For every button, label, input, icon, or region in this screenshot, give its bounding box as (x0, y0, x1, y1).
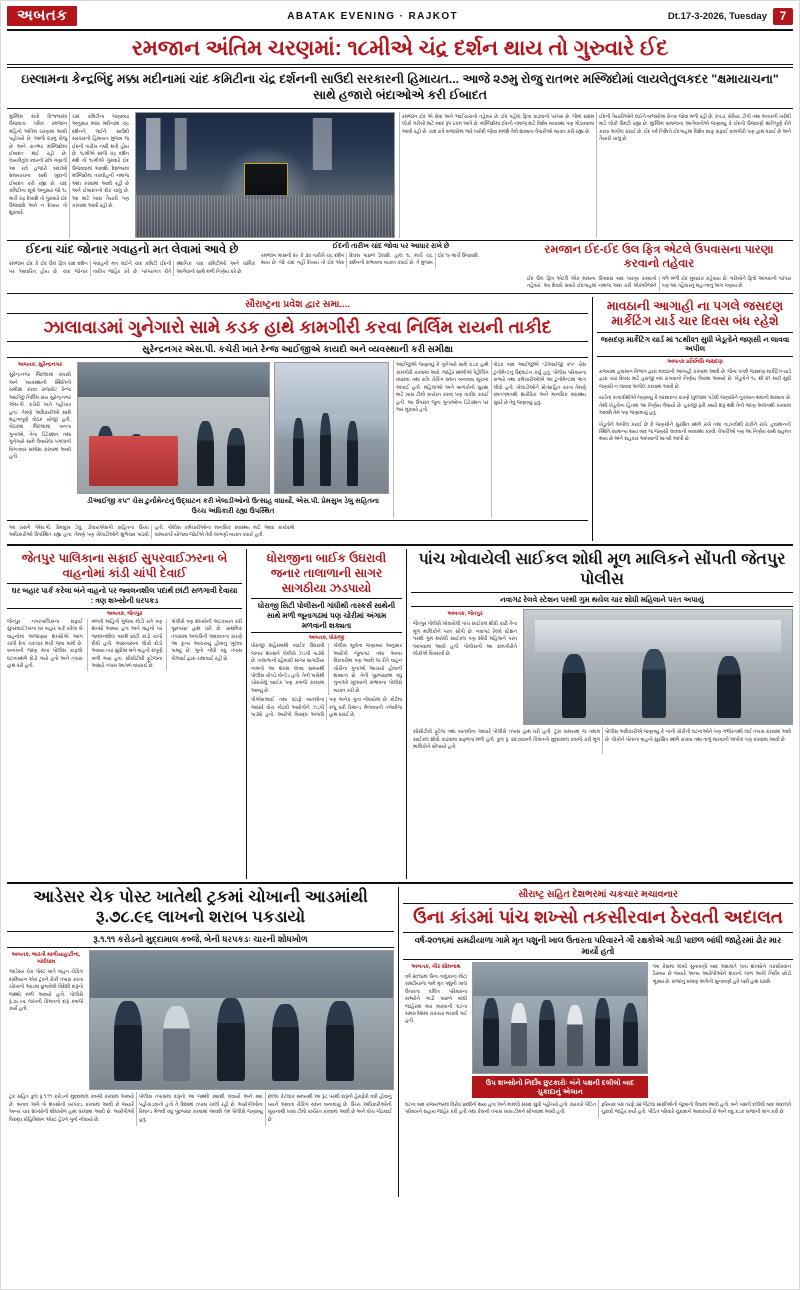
una-photo-wrap (469, 962, 651, 1098)
story-cycle-recovery (407, 549, 793, 879)
liquor-col-2: ટ્રક સહિત કુલ રૂ.૧.૧૧ કરોડનો મુદ્દામાલ કબજે કરવામાં આવ્યો છે. બનાવ અંગે બે શખ્સોની ધરપકડ કરવામાં આવી છે જ્યારે અન્ય ચાર શખ્સોની શોધખોળ હાથ ધરવામાં આવી છે. આરોપીઓ વિરુદ્ધ પ્રોહિબિશન એક્ટ હેઠળ ગુનો નોંધાયો છે. (9, 1095, 134, 1123)
lead-photo-wrap (131, 112, 399, 238)
mid-photo-caption: ડીઆઈજી કપ" ચેસ ટુર્નામેન્ટનું ઉદ્ઘાટન કરી ખેલાડીઓનો ઉત્સાહ વધાર્યો, એસ.પી. પ્રેમસુખ ડેલુ સહિતના ઉચ્ચ અધિકારી રહ્યા ઉપસ્થિત (87, 498, 379, 515)
jasdan-subhead: જસદણ માર્કેટિંગ યાર્ડ માં ૧૮થી૨૧ સુધી ખેડૂતોને જણસી ન લાવવા અપીલ (597, 332, 793, 357)
arson-byline: અબતક, જેતપુર (106, 610, 143, 617)
lead-subbox-left-text: રમજાન ઈદ કે ઈદ ઉલ ફિત્ર ચાંદ દર્શન પર આધારિત હોય છે. ચાંદ જોનાર ગવાહનો મત લઈને ચાંદ કમિટી ઈદની તારીખ જાહેર કરે છે. પરંપરાગત રીતે સ્થાનિક ચાંદ કમિટીઓ અને ધાર્મિક આગેવાનો સાથે મળી નિર્ણય કરે છે. (9, 262, 255, 275)
mid-headline: ઝાલાવાડમાં ગુનેગારો સામે કડક હાથે કામગીરી કરવા નિર્લિમ રાયની તાકીદ (43, 316, 552, 337)
cycle-col-1: જેતપુર પોલીસે ખોવાયેલી પાંચ સાઈકલ શોધી કાઢી તેના મૂળ માલિકોને પરત સોંપી છે. નવાગઢ રેલવે સ્ટેશન પરથી ગુમ થયેલી સાઈકલ પણ શોધી મહિલાને પરત આપવામાં આવી હતી. પોલીસની આ કામગીરીને લોકોએ બિરદાવી છે. (413, 622, 517, 658)
man-figure (642, 649, 666, 717)
mid-byline: અબતક, સુરેન્દ્રનગર (17, 362, 63, 369)
story-jetpur-arson (7, 549, 247, 879)
lead-subboxes (7, 240, 793, 294)
officer-figure (97, 426, 114, 486)
officer-figure (217, 998, 244, 1081)
officer-figure (114, 1001, 141, 1081)
page-number: 7 (773, 8, 793, 25)
publication-name: ABATAK EVENING · RAJKOT (287, 10, 459, 22)
liquor-photo-wrap (85, 950, 394, 1090)
mid-subhead: સુરેન્દ્રનગર એસ.પી. કચેરી ખાતે રેન્જ આઈજીએ કાયદો અને વ્યવસ્થાની કરી સમીક્ષા (7, 341, 588, 359)
person-figure (511, 1003, 527, 1067)
jasdan-byline: અબતક પ્રતિનિધિ જસદણ (667, 359, 723, 365)
lead-subbox-right-title: રમજાન ઈદ-ઈદ ઉલ ફિત્ર એટલે ઉપવાસના પારણા કરવાનો તહેવાર (544, 243, 774, 271)
person-figure (539, 1000, 555, 1066)
liquor-subhead: રૂ.૧.૧૧ કરોડનો મુદ્દામાલ કબ્જે, બેની ધરપકડઃ ચારની શોધખોળ (7, 931, 394, 948)
arson-col-1: જેતપુર નગરપાલિકાના સફાઈ સુપરવાઈઝરના ઘર બહાર પાર્ક કરેલા બે વાહનોમાં અજાણ્યા શખ્સોએ આગ ચાંપી દેતા ચકચાર મચી જવા પામી છે. બનાવની જાણ થતા પોલીસ કાફલો ઘટનાસ્થળે દોડી ગયો હતો અને તપાસ હાથ ધરી હતી. (7, 619, 83, 670)
officer-figure (347, 421, 357, 486)
masthead-right (668, 8, 793, 25)
bike-col-2: પોલીસ સૂત્રોના જણાવ્યા અનુસાર આરોપી જૂનાગઢ તથા અન્ય વિસ્તારોમાં પણ આવી જ રીતે વાહન ચોરીના ગુનાઓ આચર્યા હોવાની શક્યતા છે. તેની પૂછપરછમાં વધુ ગુનાઓ ખૂલવાની સંભાવના પોલીસે વ્યક્ત કરી છે. (328, 643, 402, 695)
pilgrim-crowd (136, 195, 394, 237)
una-headline: ઉના કાંડમાં પાંચ શખ્સો તકસીરવાન ઠેરવતી અદાલત (413, 907, 783, 928)
officer-figure (272, 1004, 299, 1081)
arson-col-3: પોલીસે ત્રણ શખ્સોની અટકાયત કરી પૂછપરછ હાથ ધરી છે. પ્રાથમિક તપાસમાં અગાઉની અદાવતના કારણે આ કૃત્ય આચરાયું હોવાનું ખૂલવા પામ્યું છે. ગુનો નોંધી વધુ તપાસ પીઆઈ દ્વારા ચલાવાઈ રહી છે. (166, 619, 242, 671)
lead-col-4: ઈદની તૈયારીઓને લઈને બજારોમાં રોનક જોવા મળી રહી છે. કપડાં, સેવૈયા, ટોપી તથા અત્તરની ખરીદી માટે લોકો ઉમટી રહ્યા છે. મુસ્લિમ સમાજના આગેવાનોએ જણાવ્યું કે ઈદની ઉજવણી શાંતિપૂર્ણ રીતે કરવા અપીલ કરાઈ છે. ઈદ પર્વ નિમિત્તે ઈદગાહમાં વિશેષ સાફ સફાઈ કામગીરી પણ હાથ ધરાઈ છે અને તૈયારી ચાલુ છે. (596, 112, 793, 238)
cycle-col-3: પોલીસ અધિકારીએ જણાવ્યું કે નાની ચોરીની ઘટનાઓને પણ ગંભીરતાથી લઈ તપાસ કરવામાં આવે છે. લોકોને પોતાના વાહનો સુરક્ષિત સ્થળે રાખવા તથા તાળું મારવાની અપીલ પણ કરવામાં આવી છે. (602, 727, 793, 753)
officer-figure (128, 434, 145, 486)
una-col-3: ઘટના બાદ રાજ્યભરમાં વિરોધ પ્રદર્શનો થયા હતા અને મામલો સંસદ સુધી પહોંચ્યો હતો. સરકારે પીડિત પરિવારને સહાય જાહેર કરી હતી તથા કેસની તપાસ ખાસ ટીમને સોંપવામાં આવી હતી. (405, 1102, 596, 1116)
arson-headline: જેતપુર પાલિકાના સફાઈ સુપરવાઈઝરના બે વાહનોમાં કાંડી ચાંપી દેવાઈ (21, 551, 228, 581)
bike-col-1: ધોરાજી શહેરમાંથી બાઈક ઉઘરાવી જનાર શખ્સને પોલીસે ઝડપી પાડ્યો છે. તાલાળાનો રહેવાસી સાગર સાગઠીયા નામનો આ શખ્સ લાંબા સમયથી પોલીસ ચોપડે વોન્ટેડ હતો. તેની પાસેથી ચોરાયેલું બાઈક પણ કબજે કરવામાં આવ્યું છે. (251, 644, 325, 694)
divider (7, 64, 793, 65)
row4 (7, 887, 793, 1197)
una-col-2: આ કેસમાં લાંબી સુનાવણી બાદ અદાલતે પાંચ શખ્સોને તકસીરવાન ઠેરવ્યા છે જ્યારે અન્ય આરોપીઓને શંકાનો લાભ આપી નિર્દોષ છોડી મૂક્યા છે. સજાનું પ્રમાણ અંગેની સુનાવણી હવે પછી હાથ ધરાશે. (653, 964, 791, 985)
lead-subbox-right-text: ઈદ ઉલ ફિત્ર એટલે એક માસના ઉપવાસ બાદ પારણા કરવાનો તહેવાર. આ દિવસે સવારે ઈદગાહમાં નમાજ અદા કરી એકબીજાને ગળે મળી ઈદ મુબારક કહેવાય છે. ગરીબોને ફિત્રો આપવાની પરંપરા પણ આ તહેવારનું મહત્ત્વનું અંગ ગણાય છે. (527, 276, 791, 290)
mid-body (7, 360, 588, 517)
mid-col-1: સુરેન્દ્રનગર જિલ્લામાં કાયદો અને વ્યવસ્થાની સ્થિતિની સમીક્ષા કરવા રાજકોટ રેન્જ આઈજી નિર્લિમ રાય સુરેન્દ્રનગર એસ.પી. કચેરી ખાતે પહોંચ્યા હતા. તેમણે અધિકારીઓ સાથે મહત્વપૂર્ણ બેઠક યોજી હતી. બેઠકમાં જિલ્લામાં બનતા ગુનાઓ, તેના ડિટેક્શન તથા ગુનેગારો સામે લેવાયેલા પગલાંની વિગતવાર સમીક્ષા કરવામાં આવી હતી. (9, 373, 71, 461)
liquor-headline: આડેસર ચેક પોસ્ટ ખાતેથી ટ્રકમાં ચોખાની આડમાંથી રૂ.૭૮.૯૬ લાખનો શરાબ પકડાયો (33, 888, 368, 927)
una-right-col (651, 962, 793, 1098)
lead-subbox-left-title: ઈદના ચાંદ જોનાર ગવાહનો મત લેવામાં આવે છે (25, 243, 239, 256)
police-parade-photo (274, 362, 389, 494)
person-figure (567, 1005, 583, 1067)
lead-photo-caption: ઈદની તારીખ ચાંદ જોવા પર આધાર રાખે છે (332, 242, 450, 250)
publication-logo: અબતક (7, 6, 77, 26)
lead-col-3: રમજાન ઈદ એ સેવા અને ભાઈચારાનો તહેવાર છે. ઈદ પહેલાં ફિત્રા કાઢવાની પરંપરા છે. જેમાં સક્ષમ લોકો ગરીબો માટે મદદ રૂપ રકમ આપે છે. મસ્જિદોમાં ઈદની નમાજ માટે વિશેષ વ્યવસ્થા પણ ગોઠવવામાં આવી રહી છે. ચાંદ રાત્રે બજારોમાં ભારે ખરીદી જોવા મળશે તેવી શક્યતા વેપારીઓ વ્યક્ત કરી રહ્યા છે. (399, 112, 596, 238)
divider (7, 520, 588, 521)
mid-col-2: આઈજીએ જણાવ્યું કે ગુનેગારો સામે કડક હાથે કામગીરી કરવામાં આવે. જાહેર સ્થળોએ પેટ્રોલિંગ વધારવા તથા રાત્રિ ચેકિંગ સઘન બનાવવા સૂચના અપાઈ હતી. મહિલાઓ અને બાળકોની સુરક્ષા માટે ખાસ ટીમો કાર્યરત કરવા પણ તાકીદ કરાઈ હતી. આ ઉપરાંત જૂના ગુનાઓના ડિટેક્શન પર ભાર મૂકાયો હતો. (393, 360, 491, 517)
masthead (7, 5, 793, 31)
lead-subbox-left (7, 240, 257, 294)
officer-figure (562, 654, 586, 718)
jasdan-col-2: યાર્ડના સત્તાધીશોએ જણાવ્યું કે વરસાદના કારણે ખુલ્લામાં પડેલી જણસીને નુકસાન થવાની શક્યતા છે. તેથી ખેડૂતોના હિતમાં આ નિર્ણય લેવાયો છે. હરાજી ફરી ક્યારે શરૂ થશે તેની જાણ અલગથી કરવામાં આવશે તેમ પણ જણાવાયું હતું. (599, 396, 791, 417)
liquor-left-col (7, 950, 85, 1090)
officer-figure (293, 418, 303, 486)
story-dhoraji-bike (247, 549, 407, 879)
cycle-text-left (411, 609, 519, 725)
liquor-byline: અબતક, ભારતી માળીયાહાટીના, ગાંધીધામ (11, 952, 81, 966)
una-subhead: વર્ષ-૨૦૧૬માં સમઢીયાળા ગામે મૃત પશુની ખાલ ઉતારતા પરિવારને ગૌ રક્ષકોએ ગાડી પાછળ બાંધી જાહેરમાં ઢોર માર માર્યો હતો (403, 932, 793, 960)
lead-subbox-center (257, 240, 525, 294)
bike-subhead: ધોરાજી સિટી પોલીસની ગાંધીથી તાસ્કર્સ સાથેની સાથે મળી જૂનાગઢમાં પણ ચોરીમાં અંગામ મળવાની શક્યતા (251, 598, 402, 633)
liquor-seizure-photo (89, 950, 394, 1090)
mid-kicker: સૌરાષ્ટ્રના પ્રવેશ દ્વાર સમા.... (244, 298, 351, 310)
jasdan-col-1: રાજ્યમાં હવામાન વિભાગ દ્વારા માવઠાની આગાહી કરવામાં આવી છે. જેના પગલે જસદણ માર્કેટિંગ યાર્ડ દ્વારા ચાર દિવસ માટે હરાજી બંધ રાખવાનો નિર્ણય લેવામાં આવ્યો છે. ખેડૂતોને ૧૮ થી ૨૧ માર્ચ સુધી જણસી ન લાવવા અપીલ કરવામાં આવી છે. (599, 370, 791, 390)
liquor-col-1: આડેસર ચેક પોસ્ટ ખાતે વાહન ચેકિંગ દરમિયાન એક ટ્રકને રોકી તપાસ કરતા ચોખાની આડમાં છુપાવેલો વિદેશી દારૂનો જથ્થો મળી આવ્યો હતો. પોલીસે રૂ.૭૮.૯૬ લાખની કિંમતનો દારૂ કબજે કર્યો હતો. (9, 970, 83, 1013)
kaaba-photo (135, 112, 395, 238)
una-accused-group-photo (472, 962, 648, 1074)
mid-main-story (7, 297, 593, 542)
jasdan-headline: માવઠાની આગાહી ના પગલે જસદણ માર્કેટિંગ યાર્ડ ચાર દિવસ બંધ રહેશે (606, 298, 784, 329)
una-col-1: વર્ષ ૨૦૧૬માં ઉના તાલુકાના મોટા સમઢીયાળા ગામે મૃત પશુની ખાલ ઉતારતા દલિત પરિવારના સભ્યોને ગાડી પાછળ બાંધી જાહેરમાં માર મારવાની ઘટના સમગ્ર દેશમાં ચકચાર મચાવી ગઈ હતી. (405, 974, 467, 1025)
cycle-headline: પાંચ ખોવાયેલી સાઈકલ શોધી મૂળ માલિકને સોંપતી જેતપુર પોલીસ (418, 551, 786, 588)
mid-right-cols (393, 360, 588, 517)
arson-subhead: ઘર બહાર પાર્ક કરેલા બંને વાહનો પર જ્વલનશીલ પદાર્થ છાંટી સળગાવી દેવાયા : ત્રણ શખ્સોની ધરપકડ (7, 583, 242, 608)
mid-col-3: બેઠક બાદ આઈજીએ "ડીઆઈજી કપ" ચેસ ટુર્નામેન્ટનું ઉદ્ઘાટન કર્યું હતું. પોલીસ પરિવારના સભ્યો તથા કર્મચારીઓએ આ ટુર્નામેન્ટમાં ભાગ લીધો હતો. ખેલાડીઓને પ્રોત્સાહિત કરતા તેમણે રમતગમતથી શારીરિક અને માનસિક સ્વાસ્થ્ય સુધરે છે તેવું જણાવ્યું હતું. (491, 360, 589, 517)
divider (403, 903, 793, 904)
divider (7, 313, 588, 314)
cycle-handover-photo (523, 609, 793, 725)
person-figure (483, 998, 499, 1066)
spoffice-meeting-photo (77, 362, 270, 494)
bike-headline: ધોરાજીના બાઈક ઉઘરાવી જનાર તાલાળાની સાગર સાગઠીયા ઝડપાયો (266, 551, 387, 596)
officer-figure (227, 428, 244, 485)
officer-figure (197, 421, 214, 486)
officer-figure (320, 413, 330, 486)
officer-figure (717, 656, 741, 718)
arson-col-2: મળતી માહિતી મુજબ મોડી રાત્રે ત્રણ શખ્સો આવ્યા હતા અને વાહનો પર જ્વલનશીલ પદાર્થ છાંટી કાંડી ચાંપી દીધી હતી. આસપાસના લોકો દોડી આવ્યા ત્યાં સુધીમાં બંને વાહનો સંપૂર્ણ બળી ગયા હતા. સીસીટીવી ફૂટેજના આધારે તપાસ આગળ વધારાઈ છે. (87, 619, 163, 671)
detainee-figure (163, 1006, 190, 1081)
lead-deck: ઇસ્લામના કેન્દ્રબિંદુ મક્કા મદીનામાં ચાંદ કમિટીના ચંદ્ર દર્શનની સાઉદી સરકારની હિમાયત... આજે ૨૭મુ રોજુ રાતભર મસ્જિદોમાં લાયલેતુલકદર "ક્ષમાયાચના" સાથે હજારો બંદાઓએ કરી ઈબાદત (7, 67, 793, 109)
divider (7, 882, 793, 884)
lead-subbox-right (525, 240, 793, 294)
liquor-col-4: છેલ્લા કેટલાક સમયથી આ રૂટ પરથી દારૂની હેરાફેરી વધી હોવાનું ધ્યાને આવતા ચેકિંગ સઘન બનાવાયું છે. ઉચ્ચ અધિકારીઓની સૂચનાથી ખાસ ટીમો કાર્યરત કરવામાં આવી છે અને વોચ ગોઠવાઈ છે. (265, 1092, 394, 1126)
mid-col-4: આ પ્રસંગે એસ.પી. પ્રેમસુખ ડેલુ, ડીવાયએસપી સહિતના ઉચ્ચ અધિકારીઓ ઉપસ્થિત રહ્યા હતા. તેમણે પણ ખેલાડીઓને શુભેચ્છા પાઠવી હતી. પોલીસ કર્મચારીઓના માનસિક સ્વાસ્થ્ય માટે આવા કાર્યક્રમો સમયાંતરે યોજવા જોઈએ તેવી લાગણી વ્યક્ત કરાઈ હતી. (9, 525, 295, 539)
una-left-col (403, 962, 469, 1098)
lead-col-1: મુસ્લિમ સંતો વિશ્વભરમાં ઉજવાતા પવિત્ર રમજાન મહિનો અંતિમ ચરણમાં આવી પહોંચ્યો છે. આજે ૨૭મુ રોજુ છે અને રાતભર મસ્જિદોમાં ઈબાદત થઈ રહી છે. લાયલેતુલ કદરની રાત્રિ ગણાતી આ રાત્રે હજારો બંદાઓ ક્ષમાયાચના સાથે ખુદાની ઈબાદત કરી રહ્યા છે. ચાંદ કમિટીના સૂત્રો અનુસાર જો ૧૮ માર્ચે ચંદ્ર દેખાશે તો ગુરુવારે ઈદ ઉજવાશે અને ન દેખાય તો શુક્રવારે. (9, 114, 67, 217)
mid-section (7, 297, 793, 542)
issue-date: Dt.17-3-2026, Tuesday (667, 10, 767, 22)
liquor-col-3: પોલીસ તપાસમાં દારૂનો આ જથ્થો ક્યાંથી લવાયો અને ક્યાં પહોંચાડવાનો હતો તે દિશામાં તપાસ ચાલી રહી છે. આરોપીઓના રિમાન્ડ મેળવી વધુ પૂછપરછ કરવામાં આવશે તેમ પોલીસે જણાવ્યું હતું. (136, 1092, 265, 1126)
cycle-subhead: નવાગઢ રેલવે સ્ટેશન પરથી ગુમ થયેલ ચાર શોધી મહિલાને પરત અપાયું (411, 592, 793, 608)
lead-subbox-center-text: રમજાન માસની ૨૯ કે ૩૦ તારીખે ચંદ્ર દર્શન થાય છે. જો ચાંદ નહીં દેખાય તો ઈદ એક દિવસ પાછળ ઠેલાશે. હાલ ૧૮ માર્ચે ચંદ્ર દર્શનની સંભાવના વ્યક્ત કરાઈ છે, તે મુજબ ઈદ ૧૯ માર્ચે ઉજવાશે. (261, 254, 479, 267)
person-figure (595, 998, 611, 1066)
una-byline: અબતક, ગીર સોમનાથ (411, 963, 461, 970)
mid-right-story (593, 297, 793, 542)
story-una-verdict (399, 887, 793, 1197)
mid-col-1-wrap (7, 360, 73, 517)
lead-col-2: ચાંદ કમિટીના જણાવ્યા અનુસાર મક્કા મદીનામાં ચંદ્ર દર્શનને લઈને સાઉદી સરકારની હિમાયત મુજબ જ ઈદની તારીખ નક્કી થતી હોય છે. ૧૮મીએ સાંજે ચંદ્ર દર્શન થશે તો ૧૯મીએ ગુરુવારે ઈદ ઉજવવામાં આવશે. દેશભરમાં મસ્જિદોમાં તરાવીહની નમાજ અદા કરવામાં આવી રહી છે અને ઈબાદતનો દોર ચાલુ છે. આ માટે ખાસ તૈયારી પણ કરવામાં આવી રહી છે. (69, 112, 131, 238)
row3 (7, 549, 793, 879)
lead-block (7, 112, 793, 238)
cycle-byline: અબતક, જેતપુર (447, 611, 483, 618)
una-photo-caption: ઉપ શખ્સોનો નિર્દોષ છુટકારોઃ બંને પક્ષની દલીલો બાદ ચુકાદાનું એલાન (472, 1076, 648, 1098)
una-kicker: સૌરાષ્ટ્ર સહિત દેશભરમાં ચકચાર મચાવનાર (518, 889, 678, 901)
cycle-col-2: સીસીટીવી ફૂટેજ તથા બાતમીના આધારે પોલીસે તપાસ હાથ ધરી હતી. ટૂંકા સમયમાં જ તમામ સાઈકલ શોધી કાઢવામાં સફળતા મળી હતી. કુલ રૂ. ૨૨,૦૦૦ની કિંમતનો મુદ્દામાલ કબજે કરી મૂળ માલિકોને સોંપાયો હતો. (413, 730, 600, 751)
una-col-4: ફરિયાદ પક્ષ તરફે ૩૨ જેટલા સાક્ષીઓની જુબાની લેવામાં આવી હતી. બંને પક્ષની દલીલો બાદ અદાલતે ચુકાદો જાહેર કર્યો હતો. પીડિત પરિવારે ચુકાદાને આવકાર્યો છે અને વધુ કડક સજાની માંગ કરી છે. (598, 1100, 793, 1119)
cycle-photo-wrap (519, 609, 793, 725)
person-figure (623, 1003, 639, 1067)
lead-headline: રમજાન અંતિમ ચરણમાં: ૧૮મીએ ચંદ્ર દર્શન થાય તો ગુરુવારે ઈદ (131, 36, 669, 60)
mid-photos (73, 360, 393, 517)
officer-figure (326, 1001, 353, 1081)
bike-col-3: પીએસઆઈ તથા સ્ટાફે બાતમીના આધારે વોચ ગોઠવી આરોપીને ઝડપી પાડ્યો હતો. આરોપી વિરુદ્ધ અગાઉ પણ અનેક ગુના નોંધાયેલા છે. કોર્ટમાં રજૂ કરી રિમાન્ડ મેળવવાની તજવીજ હાથ ધરાઈ છે. (251, 698, 402, 719)
story-liquor-seizure (7, 887, 399, 1197)
divider (7, 544, 793, 546)
jasdan-col-3: ખેડૂતોને અપીલ કરાઈ છે કે જણસીને સુરક્ષિત સ્થળે રાખે તથા તાડપત્રીથી ઢાંકીને રાખે. હવામાનની સ્થિતિ સામાન્ય થયા બાદ જ જણસી લાવવાની વ્યવસ્થા કરવી. વેપારીઓ પણ આ નિર્ણય સાથે સહમત થયા છે અને સહકાર આપવાની ખાતરી આપી છે. (599, 422, 791, 443)
bike-byline: અબતક, ધોરાજી (308, 635, 345, 642)
